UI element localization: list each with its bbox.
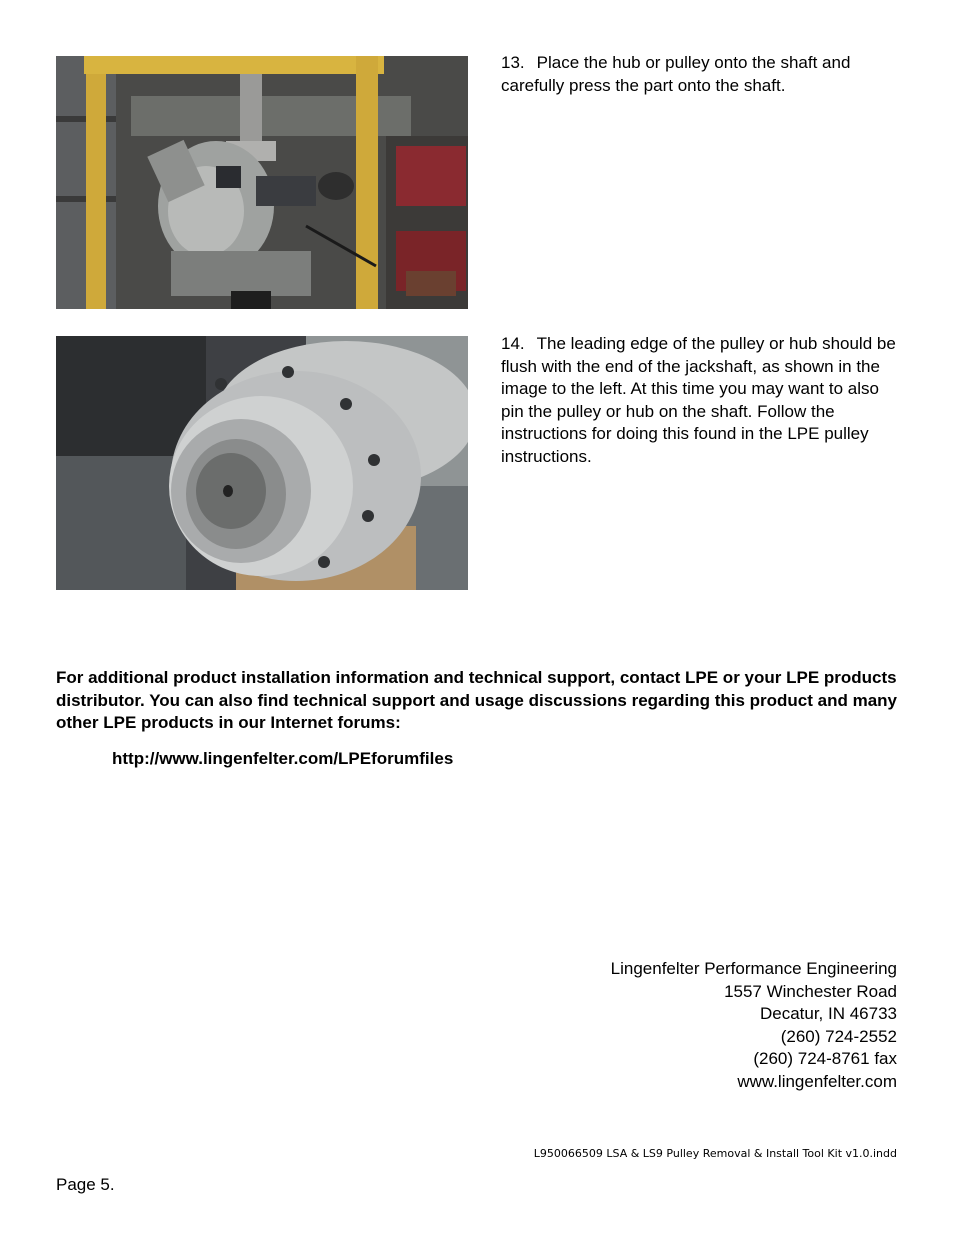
- step-number: 13.: [501, 53, 525, 72]
- company-address: [611, 958, 897, 1093]
- pulley-hub-photo: [56, 336, 468, 590]
- step-text: The leading edge of the pulley or hub should be flush with the end of the jackshaft, as shown in the image to the left. At this time you may want to also pin the pulley or hub on the shaft. Follow the instructions for doing this found in the LPE pulley instructions.: [501, 334, 896, 466]
- street-address: 1557 Winchester Road: [724, 981, 897, 1001]
- step-number: 14.: [501, 334, 525, 353]
- page-number: Page 5.: [56, 1175, 115, 1194]
- phone-number: (260) 724-2552: [780, 1026, 897, 1046]
- fax-number: (260) 724-8761 fax: [753, 1049, 897, 1068]
- forum-link[interactable]: http://www.lingenfelter.com/LPEforumfiles: [112, 749, 454, 768]
- company-name: Lingenfelter Performance Engineering: [610, 959, 897, 978]
- step-13: [501, 52, 901, 97]
- document-filename: L950066509 LSA & LS9 Pulley Removal & Install Tool Kit v1.0.indd: [533, 1147, 897, 1160]
- step-14: [501, 333, 901, 468]
- support-paragraph: For additional product installation information and technical support, contact LPE or your LPE products distributor. You can also find technical support and usage discussions regarding this product and many other LPE products in our Internet forums:: [56, 668, 898, 732]
- website-link[interactable]: www.lingenfelter.com: [737, 1071, 897, 1091]
- step-text: Place the hub or pulley onto the shaft and carefully press the part onto the shaft.: [501, 53, 851, 95]
- press-photo: [56, 56, 468, 309]
- city-state-zip: Decatur, IN 46733: [759, 1004, 897, 1023]
